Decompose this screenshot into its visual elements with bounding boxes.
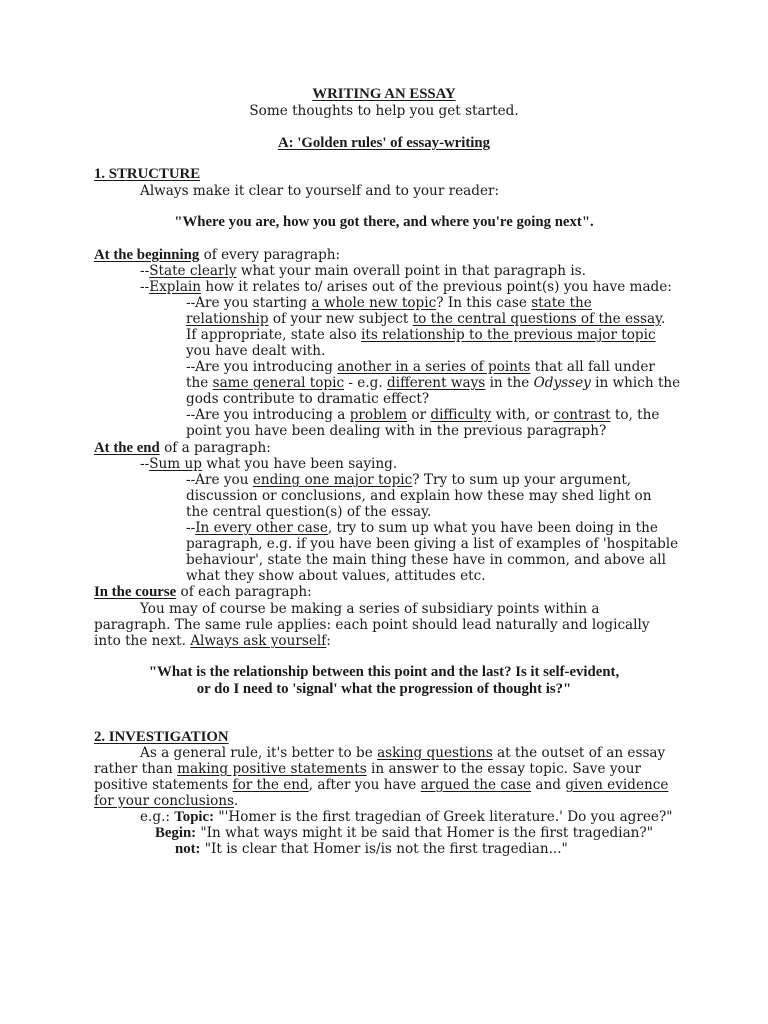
relationship-quote-l2: or do I need to 'signal' what the progression of thought is?" bbox=[196, 681, 572, 697]
beginning-l1 bbox=[186, 295, 592, 311]
text-span: rather than bbox=[94, 761, 178, 777]
text-span: : bbox=[326, 633, 331, 649]
underlined-span: its relationship to the previous major topic bbox=[361, 327, 656, 343]
beginning-l6 bbox=[186, 375, 680, 391]
italic-title: Odyssey bbox=[533, 375, 591, 391]
topic-text: "'Homer is the first tragedian of Greek literature.' Do you agree?" bbox=[214, 809, 673, 825]
text-span: that all fall under bbox=[530, 359, 655, 375]
not-text: "It is clear that Homer is/is not the first tragedian..." bbox=[200, 841, 568, 857]
investigation-l2 bbox=[94, 761, 641, 777]
text-span: , after you have bbox=[308, 777, 421, 793]
end-l4 bbox=[186, 520, 658, 536]
beginning-rest: of every paragraph: bbox=[199, 247, 341, 263]
text-span: in the bbox=[485, 375, 534, 391]
state-clearly-line bbox=[140, 263, 586, 279]
text-span: into the next. bbox=[94, 633, 191, 649]
beginning-label: At the beginning bbox=[94, 247, 200, 263]
end-label: At the end bbox=[94, 440, 160, 456]
underlined-span: given evidence bbox=[565, 777, 669, 793]
investigation-l1 bbox=[140, 745, 665, 761]
text-span: at the outset of an essay bbox=[492, 745, 666, 761]
section-heading-a: A: 'Golden rules' of essay-writing bbox=[277, 135, 491, 151]
investigation-l3 bbox=[94, 777, 668, 793]
underlined-span: contrast bbox=[553, 407, 611, 423]
underlined-span: for your conclusions bbox=[94, 793, 234, 809]
underlined-span: different ways bbox=[387, 375, 486, 391]
text-span: ? Try to sum up your argument, bbox=[412, 472, 632, 488]
explain-line bbox=[140, 279, 672, 295]
beginning-l9: point you have been dealing with in the previous paragraph? bbox=[186, 423, 607, 439]
sum-up-line bbox=[140, 456, 397, 472]
underlined-span: a whole new topic bbox=[311, 295, 437, 311]
beginning-l4: you have dealt with. bbox=[186, 343, 326, 359]
text-span: -- bbox=[140, 456, 150, 472]
document-subtitle: Some thoughts to help you get started. bbox=[249, 103, 519, 119]
explain-text: Explain bbox=[149, 279, 202, 295]
end-l6: behaviour', state the main thing these have in common, and above all bbox=[186, 552, 666, 568]
text-span: with, or bbox=[491, 407, 554, 423]
text-span: of your new subject bbox=[268, 311, 413, 327]
text-span: , try to sum up what you have been doing in the bbox=[327, 520, 658, 536]
text-span: . bbox=[233, 793, 239, 809]
example-not-line bbox=[175, 841, 568, 857]
structure-intro: Always make it clear to yourself and to your reader: bbox=[140, 183, 500, 199]
underlined-span: ending one major topic bbox=[252, 472, 413, 488]
underlined-span: another in a series of points bbox=[337, 359, 531, 375]
course-l3 bbox=[94, 633, 331, 649]
beginning-l7: gods contribute to dramatic effect? bbox=[186, 391, 430, 407]
underlined-span: state the bbox=[531, 295, 592, 311]
underlined-span: same general topic bbox=[212, 375, 345, 391]
text-span: positive statements bbox=[94, 777, 233, 793]
text-span: --Are you introducing a bbox=[186, 407, 350, 423]
document-title: WRITING AN ESSAY bbox=[312, 86, 456, 102]
begin-label: Begin: bbox=[155, 825, 197, 841]
end-l7: what they show about values, attitudes etc. bbox=[186, 568, 486, 584]
investigation-heading: 2. INVESTIGATION bbox=[94, 729, 229, 745]
state-prefix: -- bbox=[140, 263, 150, 279]
course-rest: of each paragraph: bbox=[176, 584, 312, 600]
beginning-l3 bbox=[186, 327, 656, 343]
underlined-span: to the central questions of the essay bbox=[412, 311, 662, 327]
beginning-l8 bbox=[186, 407, 659, 423]
text-span: --Are you introducing bbox=[186, 359, 338, 375]
eg-prefix: e.g.: bbox=[140, 809, 175, 825]
text-span: --Are you bbox=[186, 472, 253, 488]
text-span: -- bbox=[186, 520, 196, 536]
end-rest: of a paragraph: bbox=[159, 440, 271, 456]
text-span: . bbox=[661, 311, 666, 327]
text-span: the bbox=[186, 375, 213, 391]
explain-prefix: -- bbox=[140, 279, 150, 295]
topic-label: Topic: bbox=[174, 809, 215, 825]
text-span: As a general rule, it's better to be bbox=[140, 745, 378, 761]
underlined-span: for the end bbox=[232, 777, 309, 793]
underlined-span: difficulty bbox=[430, 407, 492, 423]
structure-quote: "Where you are, how you got there, and where you're going next". bbox=[174, 214, 594, 230]
text-span: what you have been saying. bbox=[201, 456, 398, 472]
underlined-span: Sum up bbox=[149, 456, 202, 472]
text-span: to, the bbox=[610, 407, 660, 423]
text-span: in which the bbox=[590, 375, 681, 391]
text-span: ? In this case bbox=[436, 295, 532, 311]
end-line bbox=[94, 440, 271, 456]
begin-text: "In what ways might it be said that Homer is the first tragedian?" bbox=[196, 825, 653, 841]
beginning-line bbox=[94, 247, 340, 263]
underlined-span: relationship bbox=[186, 311, 269, 327]
text-span: --Are you starting bbox=[186, 295, 312, 311]
text-span: and bbox=[531, 777, 566, 793]
example-begin-line bbox=[155, 825, 653, 841]
beginning-l5 bbox=[186, 359, 655, 375]
end-l1 bbox=[186, 472, 631, 488]
text-span: If appropriate, state also bbox=[186, 327, 362, 343]
relationship-quote-l1: "What is the relationship between this point and the last? Is it self-evident, bbox=[148, 664, 620, 680]
beginning-l2 bbox=[186, 311, 665, 327]
example-topic-line bbox=[140, 809, 673, 825]
course-line bbox=[94, 584, 312, 600]
course-l1: You may of course be making a series of subsidiary points within a bbox=[140, 601, 600, 617]
end-l5: paragraph, e.g. if you have been giving a list of examples of 'hospitable bbox=[186, 536, 679, 552]
underlined-span: problem bbox=[349, 407, 408, 423]
investigation-l4 bbox=[94, 793, 238, 809]
end-l3: the central question(s) of the essay. bbox=[186, 504, 432, 520]
not-label: not: bbox=[175, 841, 201, 857]
text-span: in answer to the essay topic. Save your bbox=[366, 761, 641, 777]
text-span: - e.g. bbox=[344, 375, 388, 391]
underlined-span: asking questions bbox=[377, 745, 493, 761]
underlined-span: In every other case bbox=[195, 520, 328, 536]
end-l2: discussion or conclusions, and explain how these may shed light on bbox=[186, 488, 652, 504]
course-label: In the course bbox=[94, 584, 177, 600]
state-clearly-text: State clearly bbox=[149, 263, 237, 279]
course-l2: paragraph. The same rule applies: each point should lead naturally and logically bbox=[94, 617, 650, 633]
underlined-span: making positive statements bbox=[177, 761, 367, 777]
explain-rest: how it relates to/ arises out of the previous point(s) you have made: bbox=[201, 279, 672, 295]
text-span: or bbox=[407, 407, 431, 423]
underlined-span: argued the case bbox=[420, 777, 532, 793]
underlined-span: Always ask yourself bbox=[190, 633, 327, 649]
state-rest: what your main overall point in that paragraph is. bbox=[236, 263, 586, 279]
structure-heading: 1. STRUCTURE bbox=[94, 166, 201, 182]
